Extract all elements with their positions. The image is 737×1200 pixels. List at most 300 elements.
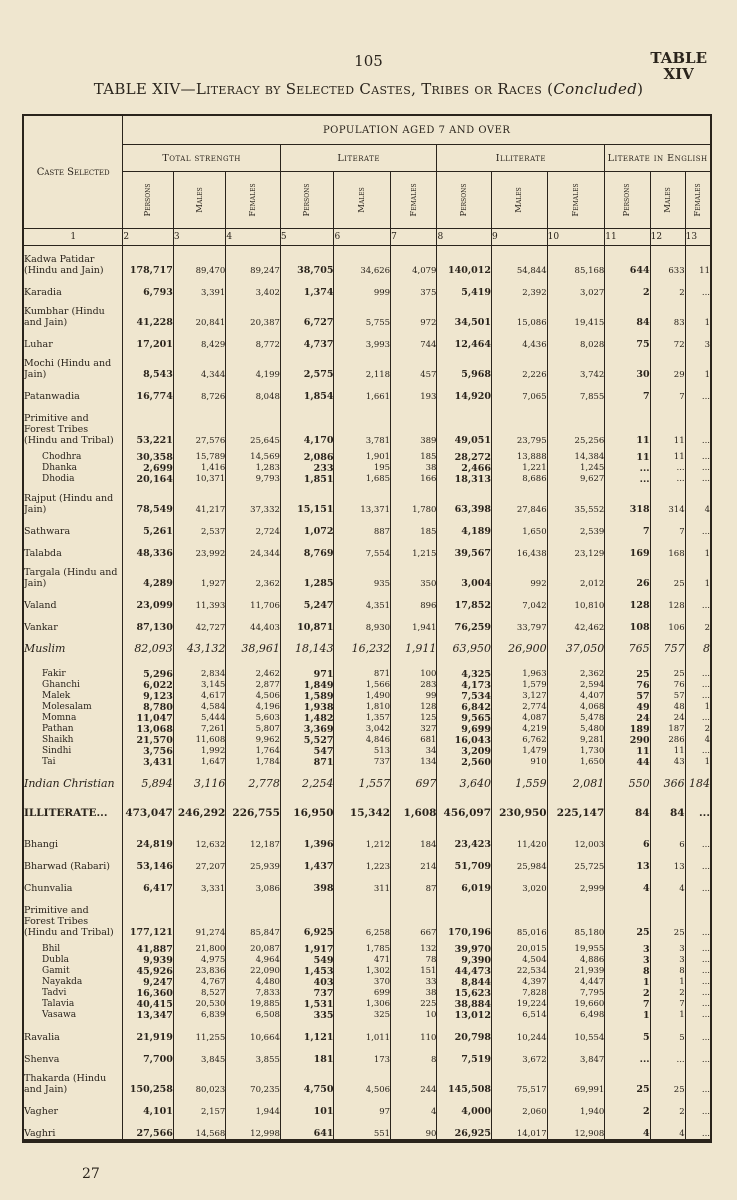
value-cell: 2 bbox=[685, 724, 710, 735]
value-cell: 51,709 bbox=[437, 850, 492, 872]
value-cell: 13,888 bbox=[492, 452, 548, 463]
value-cell: 744 bbox=[391, 328, 437, 350]
column-number: 9 bbox=[492, 229, 548, 246]
table-row bbox=[24, 1095, 710, 1117]
value-cell: 1,608 bbox=[391, 798, 437, 828]
value-cell: 551 bbox=[334, 1117, 391, 1140]
value-cell: 1,851 bbox=[280, 474, 334, 485]
caste-name: Mochi (Hindu and Jain) bbox=[24, 350, 123, 380]
table-tag-line2: XIV bbox=[663, 65, 694, 83]
value-cell: 8,769 bbox=[280, 537, 334, 559]
value-cell: 49 bbox=[605, 702, 650, 713]
table-row bbox=[24, 669, 710, 680]
value-cell: 16,232 bbox=[334, 633, 391, 663]
value-cell: 4,504 bbox=[492, 955, 548, 966]
value-cell: 75,517 bbox=[492, 1065, 548, 1095]
value-cell: 2,699 bbox=[123, 463, 173, 474]
value-cell: 10,371 bbox=[173, 474, 226, 485]
value-cell: 1,437 bbox=[280, 850, 334, 872]
value-cell: 57 bbox=[650, 691, 685, 702]
value-cell: 11 bbox=[605, 746, 650, 757]
value-cell: 84 bbox=[650, 798, 685, 828]
value-cell: 1 bbox=[650, 1010, 685, 1021]
value-cell: 21,570 bbox=[123, 735, 173, 746]
value-cell: 3,993 bbox=[334, 328, 391, 350]
value-cell: 1,941 bbox=[391, 611, 437, 633]
value-cell: 18,143 bbox=[280, 633, 334, 663]
value-cell: 187 bbox=[650, 724, 685, 735]
value-cell: 18,313 bbox=[437, 474, 492, 485]
table-row bbox=[24, 463, 710, 474]
value-cell: 13,012 bbox=[437, 1010, 492, 1021]
value-cell: 286 bbox=[650, 735, 685, 746]
value-cell: 641 bbox=[280, 1117, 334, 1140]
value-cell: 13,347 bbox=[123, 1010, 173, 1021]
value-cell: 6,514 bbox=[492, 1010, 548, 1021]
value-cell: 1,938 bbox=[280, 702, 334, 713]
value-cell: 24 bbox=[605, 713, 650, 724]
value-cell: 550 bbox=[605, 768, 650, 798]
value-cell: 22,090 bbox=[226, 966, 281, 977]
value-cell: 3,145 bbox=[173, 680, 226, 691]
value-cell: 3,127 bbox=[492, 691, 548, 702]
value-cell: 6,762 bbox=[492, 735, 548, 746]
value-cell: 9,627 bbox=[547, 474, 605, 485]
value-cell: 27,207 bbox=[173, 850, 226, 872]
value-cell: 230,950 bbox=[492, 798, 548, 828]
value-cell: 7,554 bbox=[334, 537, 391, 559]
value-cell: ... bbox=[685, 746, 710, 757]
value-cell: 100 bbox=[391, 669, 437, 680]
value-cell: 76,259 bbox=[437, 611, 492, 633]
value-cell: 4,886 bbox=[547, 955, 605, 966]
value-cell: 4,325 bbox=[437, 669, 492, 680]
column-number: 6 bbox=[334, 229, 391, 246]
value-cell: 185 bbox=[391, 515, 437, 537]
value-cell: ... bbox=[685, 402, 710, 446]
value-cell: 38 bbox=[391, 463, 437, 474]
value-cell: 11,393 bbox=[173, 589, 226, 611]
value-cell: 19,955 bbox=[547, 944, 605, 955]
value-cell: 8 bbox=[685, 633, 710, 663]
value-cell: 10,554 bbox=[547, 1021, 605, 1043]
caste-name: Talavia bbox=[24, 999, 123, 1010]
value-cell: 8,930 bbox=[334, 611, 391, 633]
value-cell: 1,589 bbox=[280, 691, 334, 702]
value-cell: 4,344 bbox=[173, 350, 226, 380]
value-cell: 44,403 bbox=[226, 611, 281, 633]
value-cell: 20,798 bbox=[437, 1021, 492, 1043]
value-cell: 2 bbox=[685, 611, 710, 633]
value-cell: 2,877 bbox=[226, 680, 281, 691]
caste-name: Sathwara bbox=[24, 515, 123, 537]
table-tag bbox=[650, 50, 707, 82]
value-cell: 9,962 bbox=[226, 735, 281, 746]
value-cell: 1,917 bbox=[280, 944, 334, 955]
value-cell: 1,661 bbox=[334, 380, 391, 402]
sub-header bbox=[437, 172, 492, 229]
value-cell: 11 bbox=[650, 452, 685, 463]
value-cell: ... bbox=[685, 872, 710, 894]
value-cell: 72 bbox=[650, 328, 685, 350]
value-cell: 3,331 bbox=[173, 872, 226, 894]
sub-header-label: Persons bbox=[302, 183, 313, 217]
sub-header-label: Persons bbox=[622, 183, 633, 217]
value-cell: 549 bbox=[280, 955, 334, 966]
value-cell: 1,285 bbox=[280, 559, 334, 589]
sub-header bbox=[123, 172, 173, 229]
value-cell: 41,887 bbox=[123, 944, 173, 955]
title-prefix: TABLE XIV— bbox=[93, 80, 196, 98]
value-cell: 1,780 bbox=[391, 485, 437, 515]
value-cell: 456,097 bbox=[437, 798, 492, 828]
value-cell: 8,772 bbox=[226, 328, 281, 350]
value-cell: 20,164 bbox=[123, 474, 173, 485]
value-cell: 25 bbox=[650, 669, 685, 680]
value-cell: 7,700 bbox=[123, 1043, 173, 1065]
value-cell: 25,645 bbox=[226, 402, 281, 446]
table-row bbox=[24, 746, 710, 757]
table-row bbox=[24, 380, 710, 402]
value-cell: 184 bbox=[391, 828, 437, 850]
value-cell: 16,043 bbox=[437, 735, 492, 746]
sub-header-label: Males bbox=[357, 187, 368, 213]
value-cell: 97 bbox=[334, 1095, 391, 1117]
table-body bbox=[24, 246, 710, 1141]
column-number: 11 bbox=[605, 229, 650, 246]
value-cell: ... bbox=[685, 944, 710, 955]
value-cell: 108 bbox=[605, 611, 650, 633]
value-cell: 173 bbox=[334, 1043, 391, 1065]
value-cell: 2,118 bbox=[334, 350, 391, 380]
table-row bbox=[24, 350, 710, 380]
value-cell: 9,390 bbox=[437, 955, 492, 966]
caste-name: Dubla bbox=[24, 955, 123, 966]
value-cell: 13 bbox=[605, 850, 650, 872]
value-cell: 4 bbox=[650, 872, 685, 894]
caste-name: Bhil bbox=[24, 944, 123, 955]
value-cell: ... bbox=[685, 1095, 710, 1117]
value-cell: 4,079 bbox=[391, 246, 437, 277]
caste-name: Patanwadia bbox=[24, 380, 123, 402]
value-cell: 90 bbox=[391, 1117, 437, 1140]
table-row bbox=[24, 768, 710, 798]
value-cell: 9,565 bbox=[437, 713, 492, 724]
value-cell: 389 bbox=[391, 402, 437, 446]
value-cell: 110 bbox=[391, 1021, 437, 1043]
value-cell: 4,480 bbox=[226, 977, 281, 988]
sub-header bbox=[334, 172, 391, 229]
value-cell: 4 bbox=[605, 872, 650, 894]
value-cell: 80,023 bbox=[173, 1065, 226, 1095]
value-cell: 935 bbox=[334, 559, 391, 589]
caste-name: Vasawa bbox=[24, 1010, 123, 1021]
caste-name: Fakir bbox=[24, 669, 123, 680]
value-cell: 1,944 bbox=[226, 1095, 281, 1117]
value-cell: ... bbox=[685, 999, 710, 1010]
value-cell: 24,344 bbox=[226, 537, 281, 559]
group-header: Literate in English bbox=[605, 145, 710, 172]
column-number: 8 bbox=[437, 229, 492, 246]
value-cell: 4 bbox=[605, 1117, 650, 1140]
value-cell: 15,789 bbox=[173, 452, 226, 463]
value-cell: 2 bbox=[650, 1095, 685, 1117]
value-cell: 5,807 bbox=[226, 724, 281, 735]
value-cell: 1,785 bbox=[334, 944, 391, 955]
value-cell: 226,755 bbox=[226, 798, 281, 828]
value-cell: 3 bbox=[685, 328, 710, 350]
value-cell: 57 bbox=[605, 691, 650, 702]
value-cell: 33 bbox=[391, 977, 437, 988]
value-cell: 1,901 bbox=[334, 452, 391, 463]
value-cell: 25 bbox=[605, 1065, 650, 1095]
value-cell: 3,855 bbox=[226, 1043, 281, 1065]
population-header: POPULATION AGED 7 AND OVER bbox=[123, 116, 710, 145]
value-cell: 85,016 bbox=[492, 894, 548, 938]
value-cell: 16,950 bbox=[280, 798, 334, 828]
table-row bbox=[24, 966, 710, 977]
value-cell: 2,560 bbox=[437, 757, 492, 768]
sub-header-label: Females bbox=[570, 183, 581, 217]
value-cell: 20,530 bbox=[173, 999, 226, 1010]
value-cell: 1,963 bbox=[492, 669, 548, 680]
value-cell: 53,221 bbox=[123, 402, 173, 446]
value-cell: 1,764 bbox=[226, 746, 281, 757]
value-cell: 14,569 bbox=[226, 452, 281, 463]
value-cell: 283 bbox=[391, 680, 437, 691]
value-cell: 225 bbox=[391, 999, 437, 1010]
caste-name: Chunvalia bbox=[24, 872, 123, 894]
value-cell: 19,885 bbox=[226, 999, 281, 1010]
value-cell: 76 bbox=[650, 680, 685, 691]
value-cell: 3,742 bbox=[547, 350, 605, 380]
value-cell: 1,557 bbox=[334, 768, 391, 798]
value-cell: 3 bbox=[650, 944, 685, 955]
value-cell: 25 bbox=[605, 894, 650, 938]
caste-name: Malek bbox=[24, 691, 123, 702]
value-cell: 4,964 bbox=[226, 955, 281, 966]
value-cell: 14,384 bbox=[547, 452, 605, 463]
value-cell: ... bbox=[685, 380, 710, 402]
value-cell: 25 bbox=[650, 559, 685, 589]
value-cell: 21,800 bbox=[173, 944, 226, 955]
value-cell: 22,534 bbox=[492, 966, 548, 977]
value-cell: 1,927 bbox=[173, 559, 226, 589]
value-cell: 457 bbox=[391, 350, 437, 380]
value-cell: 177,121 bbox=[123, 894, 173, 938]
value-cell: 5,261 bbox=[123, 515, 173, 537]
value-cell: ... bbox=[650, 474, 685, 485]
sub-header-label: Males bbox=[194, 187, 205, 213]
table-row bbox=[24, 691, 710, 702]
value-cell: 4,584 bbox=[173, 702, 226, 713]
value-cell: 70,235 bbox=[226, 1065, 281, 1095]
caste-name: Shaikh bbox=[24, 735, 123, 746]
value-cell: 12,464 bbox=[437, 328, 492, 350]
value-cell: 151 bbox=[391, 966, 437, 977]
value-cell: 1,650 bbox=[492, 515, 548, 537]
table-row bbox=[24, 1043, 710, 1065]
value-cell: 82,093 bbox=[123, 633, 173, 663]
value-cell: 7,519 bbox=[437, 1043, 492, 1065]
sub-header bbox=[173, 172, 226, 229]
value-cell: 150,258 bbox=[123, 1065, 173, 1095]
table-row bbox=[24, 1117, 710, 1140]
table-row bbox=[24, 611, 710, 633]
value-cell: ... bbox=[685, 894, 710, 938]
value-cell: 1,685 bbox=[334, 474, 391, 485]
column-number: 7 bbox=[391, 229, 437, 246]
value-cell: 1 bbox=[685, 537, 710, 559]
column-number: 1 bbox=[24, 229, 123, 246]
value-cell: ... bbox=[605, 1043, 650, 1065]
value-cell: 2 bbox=[650, 988, 685, 999]
value-cell: 6,019 bbox=[437, 872, 492, 894]
value-cell: 2,157 bbox=[173, 1095, 226, 1117]
value-cell: 10,244 bbox=[492, 1021, 548, 1043]
value-cell: 6,839 bbox=[173, 1010, 226, 1021]
value-cell: 3 bbox=[605, 955, 650, 966]
value-cell: 513 bbox=[334, 746, 391, 757]
sub-header bbox=[226, 172, 281, 229]
value-cell: ... bbox=[685, 1010, 710, 1021]
value-cell: 5,968 bbox=[437, 350, 492, 380]
value-cell: 11,608 bbox=[173, 735, 226, 746]
sub-header bbox=[547, 172, 605, 229]
value-cell: 1 bbox=[685, 702, 710, 713]
table-row bbox=[24, 999, 710, 1010]
caste-name: Vankar bbox=[24, 611, 123, 633]
value-cell: 1,374 bbox=[280, 276, 334, 298]
value-cell: 14,017 bbox=[492, 1117, 548, 1140]
value-cell: 233 bbox=[280, 463, 334, 474]
value-cell: 375 bbox=[391, 276, 437, 298]
value-cell: 37,050 bbox=[547, 633, 605, 663]
value-cell: 15,623 bbox=[437, 988, 492, 999]
table-row bbox=[24, 988, 710, 999]
value-cell: 40,415 bbox=[123, 999, 173, 1010]
value-cell: ... bbox=[685, 1117, 710, 1140]
value-cell: 1,992 bbox=[173, 746, 226, 757]
value-cell: 26,925 bbox=[437, 1117, 492, 1140]
value-cell: ... bbox=[685, 691, 710, 702]
value-cell: 23,129 bbox=[547, 537, 605, 559]
title-suffix: Concluded bbox=[553, 80, 638, 98]
value-cell: 29 bbox=[650, 350, 685, 380]
caste-name: Pathan bbox=[24, 724, 123, 735]
value-cell: ... bbox=[685, 828, 710, 850]
value-cell: 44 bbox=[605, 757, 650, 768]
value-cell: 11 bbox=[685, 246, 710, 277]
value-cell: 910 bbox=[492, 757, 548, 768]
value-cell: 2 bbox=[605, 988, 650, 999]
value-cell: 1 bbox=[685, 757, 710, 768]
value-cell: 1 bbox=[685, 350, 710, 380]
value-cell: 1,650 bbox=[547, 757, 605, 768]
value-cell: 83 bbox=[650, 298, 685, 328]
value-cell: ... bbox=[685, 474, 710, 485]
value-cell: 20,087 bbox=[226, 944, 281, 955]
value-cell: 1,849 bbox=[280, 680, 334, 691]
value-cell: 2,575 bbox=[280, 350, 334, 380]
value-cell: 140,012 bbox=[437, 246, 492, 277]
caste-name: Bharwad (Rabari) bbox=[24, 850, 123, 872]
value-cell: 78,549 bbox=[123, 485, 173, 515]
column-number: 3 bbox=[173, 229, 226, 246]
value-cell: 2,060 bbox=[492, 1095, 548, 1117]
sub-header-label: Males bbox=[514, 187, 525, 213]
value-cell: 547 bbox=[280, 746, 334, 757]
value-cell: 145,508 bbox=[437, 1065, 492, 1095]
caste-name: Ravalia bbox=[24, 1021, 123, 1043]
value-cell: 1,357 bbox=[334, 713, 391, 724]
caste-name: Momna bbox=[24, 713, 123, 724]
value-cell: 5,419 bbox=[437, 276, 492, 298]
value-cell: 38,705 bbox=[280, 246, 334, 277]
table-row bbox=[24, 757, 710, 768]
value-cell: 8 bbox=[650, 966, 685, 977]
value-cell: 7 bbox=[650, 999, 685, 1010]
value-cell: 214 bbox=[391, 850, 437, 872]
value-cell: 3,020 bbox=[492, 872, 548, 894]
value-cell: 14,568 bbox=[173, 1117, 226, 1140]
value-cell: 4,397 bbox=[492, 977, 548, 988]
caste-name: Shenva bbox=[24, 1043, 123, 1065]
value-cell: 17,201 bbox=[123, 328, 173, 350]
value-cell: 34,626 bbox=[334, 246, 391, 277]
value-cell: 6,417 bbox=[123, 872, 173, 894]
value-cell: 1,531 bbox=[280, 999, 334, 1010]
value-cell: 4,975 bbox=[173, 955, 226, 966]
value-cell: 7 bbox=[650, 515, 685, 537]
value-cell: 1,730 bbox=[547, 746, 605, 757]
value-cell: 16,438 bbox=[492, 537, 548, 559]
table-row bbox=[24, 276, 710, 298]
value-cell: 76 bbox=[605, 680, 650, 691]
value-cell: 2,086 bbox=[280, 452, 334, 463]
value-cell: 41,217 bbox=[173, 485, 226, 515]
value-cell: 7 bbox=[650, 380, 685, 402]
sub-header-label: Persons bbox=[459, 183, 470, 217]
table-row bbox=[24, 724, 710, 735]
sub-header-label: Males bbox=[662, 187, 673, 213]
value-cell: 21,919 bbox=[123, 1021, 173, 1043]
value-cell: 8,543 bbox=[123, 350, 173, 380]
table-row bbox=[24, 680, 710, 691]
table-header bbox=[24, 116, 710, 246]
value-cell: ... bbox=[685, 713, 710, 724]
value-cell: 4 bbox=[685, 735, 710, 746]
value-cell: 75 bbox=[605, 328, 650, 350]
value-cell: 8,028 bbox=[547, 328, 605, 350]
value-cell: 23,099 bbox=[123, 589, 173, 611]
column-number: 4 bbox=[226, 229, 281, 246]
value-cell: 2,254 bbox=[280, 768, 334, 798]
value-cell: 28,272 bbox=[437, 452, 492, 463]
value-cell: 4,173 bbox=[437, 680, 492, 691]
caste-name: ILLITERATE... bbox=[24, 798, 123, 828]
value-cell: 2 bbox=[605, 1095, 650, 1117]
value-cell: 134 bbox=[391, 757, 437, 768]
value-cell: 17,852 bbox=[437, 589, 492, 611]
value-cell: ... bbox=[685, 798, 710, 828]
value-cell: 181 bbox=[280, 1043, 334, 1065]
value-cell: 63,398 bbox=[437, 485, 492, 515]
value-cell: 5,480 bbox=[547, 724, 605, 735]
value-cell: 4,219 bbox=[492, 724, 548, 735]
value-cell: ... bbox=[685, 669, 710, 680]
value-cell: 3,116 bbox=[173, 768, 226, 798]
